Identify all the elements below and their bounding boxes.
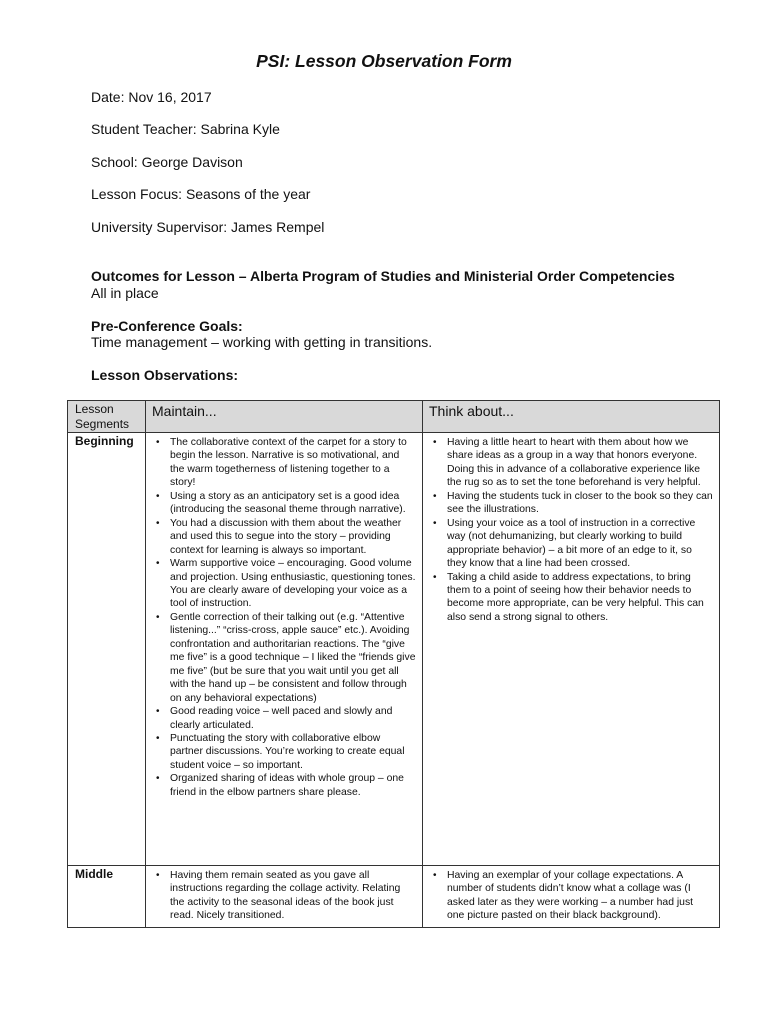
list-item: • Warm supportive voice – encouraging. Good volume and projection. Using enthusiastic, questioning tones. You are clearly aware of developing your voice as a tool of instruction. <box>170 557 416 611</box>
list-item: • Having a little heart to heart with them about how we share ideas as a group in a way that honors everyone. Doing this in advance of a collaborative experience like the rug so as to set the tone beforehand is very helpful. <box>447 436 713 490</box>
list-item: • The collaborative context of the carpet for a story to begin the lesson. Narrative is so motivational, and the warm togetherness of listening together to a story! <box>170 436 416 490</box>
pre-conference-text: Time management – working with getting in transitions. <box>91 334 433 350</box>
form-title: PSI: Lesson Observation Form <box>256 51 512 71</box>
list-item: • Having them remain seated as you gave all instructions regarding the collage activity. Relating the activity to the seasonal ideas of the book just read. Nicely transitioned. <box>170 869 416 923</box>
supervisor-field: University Supervisor: James Rempel <box>91 219 325 235</box>
maintain-cell <box>146 433 423 866</box>
list-item: • Good reading voice – well paced and slowly and clearly articulated. <box>170 705 416 732</box>
think-about-cell <box>423 433 720 866</box>
observations-heading: Lesson Observations: <box>91 367 239 383</box>
list-item: • Using your voice as a tool of instruction in a corrective way (not dehumanizing, but clearly working to build appropriate behavior) – a bit more of an edge to it, so they know that a line had been crossed. <box>447 517 713 571</box>
list-item: • Punctuating the story with collaborative elbow partner discussions. You’re working to create equal student voice – so important. <box>170 732 416 772</box>
observations-table <box>67 400 720 928</box>
date-field: Date: Nov 16, 2017 <box>91 89 212 105</box>
lesson-focus-field: Lesson Focus: Seasons of the year <box>91 186 311 202</box>
list-item: • Having the students tuck in closer to the book so they can see the illustrations. <box>447 490 713 517</box>
outcomes-heading: Outcomes for Lesson – Alberta Program of Studies and Ministerial Order Competencies <box>91 268 675 284</box>
list-item: • Having an exemplar of your collage expectations. A number of students didn’t know what a collage was (I asked later as they were working – a number had just one picture pasted on their black background). <box>447 869 713 923</box>
list-item: • Using a story as an anticipatory set is a good idea (introducing the seasonal theme through narrative). <box>170 490 416 517</box>
maintain-list <box>146 433 422 803</box>
list-item: • Taking a child aside to address expectations, to bring them to a point of seeing how their behavior needs to become more appropriate, can be very helpful. This can also send a strong signal to others. <box>447 571 713 625</box>
list-item: • Organized sharing of ideas with whole group – one friend in the elbow partners share please. <box>170 772 416 799</box>
column-header-maintain: Maintain... <box>146 401 423 433</box>
school-field: School: George Davison <box>91 154 243 170</box>
outcomes-text: All in place <box>91 285 159 301</box>
list-item: • You had a discussion with them about the weather and used this to segue into the story – providing context for learning is always so important. <box>170 517 416 557</box>
maintain-list <box>146 866 422 927</box>
column-header-think-about: Think about... <box>423 401 720 433</box>
think-about-list <box>423 866 719 927</box>
segment-label: Beginning <box>68 433 146 866</box>
list-item: • Gentle correction of their talking out (e.g. “Attentive listening...” “criss-cross, apple sauce” etc.). Avoiding confrontation and authoritarian reactions. The “give me five” is a good technique – I liked the “friends give me five” (but be sure that you wait until you get all with the hand up – be consistent and follow through on any behavioral expectations) <box>170 611 416 705</box>
maintain-cell <box>146 866 423 928</box>
think-about-list <box>423 433 719 628</box>
table-row-beginning <box>68 433 720 866</box>
think-about-cell <box>423 866 720 928</box>
segment-label: Middle <box>68 866 146 928</box>
table-row-middle <box>68 866 720 928</box>
table-header-row <box>68 401 720 433</box>
pre-conference-heading: Pre-Conference Goals: <box>91 318 243 334</box>
column-header-segments: Lesson Segments <box>68 401 146 433</box>
student-teacher-field: Student Teacher: Sabrina Kyle <box>91 121 280 137</box>
